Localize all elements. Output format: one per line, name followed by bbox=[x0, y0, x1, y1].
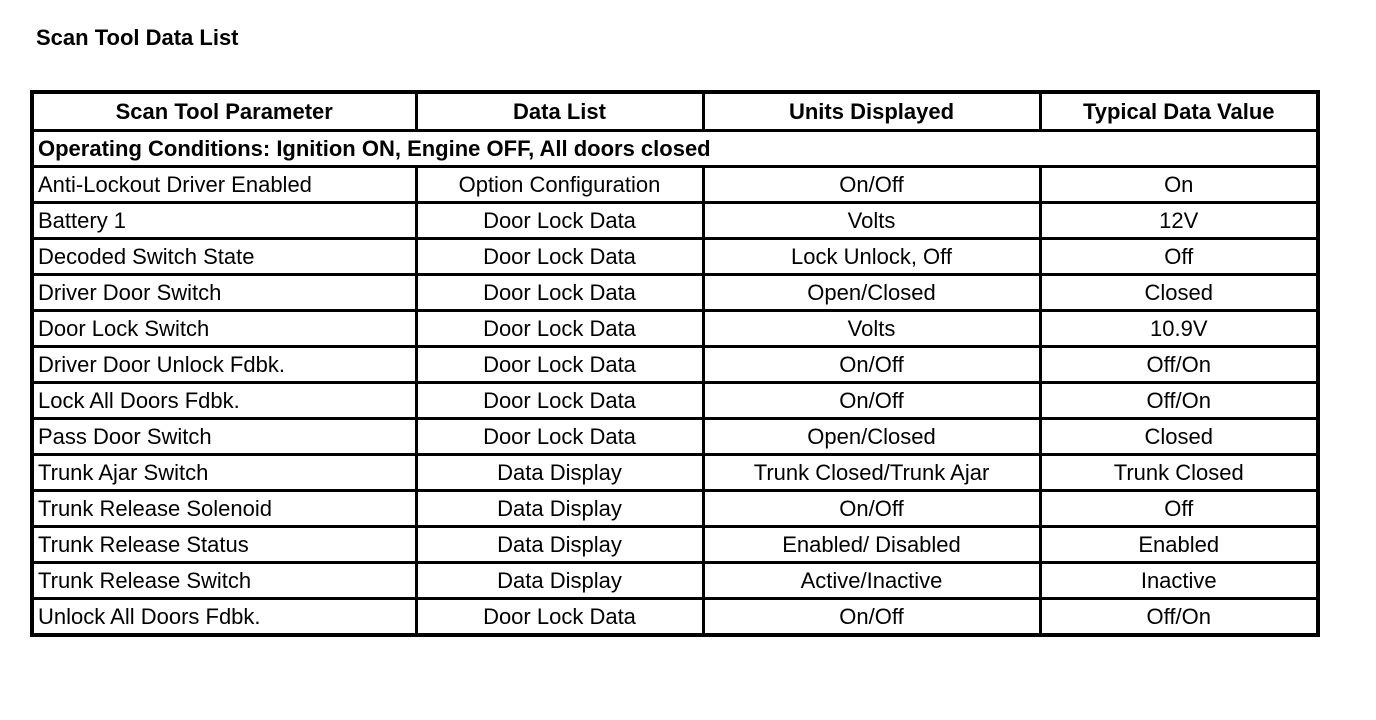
units-cell: Active/Inactive bbox=[703, 563, 1040, 599]
parameter-cell: Lock All Doors Fdbk. bbox=[32, 383, 416, 419]
parameter-cell: Trunk Release Status bbox=[32, 527, 416, 563]
data-list-cell: Option Configuration bbox=[416, 167, 703, 203]
table-row bbox=[32, 455, 1318, 491]
typical-value-cell: On bbox=[1040, 167, 1318, 203]
data-list-cell: Door Lock Data bbox=[416, 383, 703, 419]
data-list-cell: Door Lock Data bbox=[416, 347, 703, 383]
units-cell: Volts bbox=[703, 203, 1040, 239]
typical-value-cell: Closed bbox=[1040, 419, 1318, 455]
table-row bbox=[32, 491, 1318, 527]
typical-value-cell: Trunk Closed bbox=[1040, 455, 1318, 491]
data-list-cell: Door Lock Data bbox=[416, 311, 703, 347]
units-cell: On/Off bbox=[703, 491, 1040, 527]
data-list-cell: Door Lock Data bbox=[416, 275, 703, 311]
units-cell: On/Off bbox=[703, 167, 1040, 203]
typical-value-cell: Off/On bbox=[1040, 347, 1318, 383]
parameter-cell: Battery 1 bbox=[32, 203, 416, 239]
data-list-cell: Data Display bbox=[416, 491, 703, 527]
table-row bbox=[32, 167, 1318, 203]
units-cell: Volts bbox=[703, 311, 1040, 347]
typical-value-cell: Off bbox=[1040, 491, 1318, 527]
header-scan-tool-parameter: Scan Tool Parameter bbox=[32, 92, 416, 131]
parameter-cell: Trunk Ajar Switch bbox=[32, 455, 416, 491]
units-cell: On/Off bbox=[703, 383, 1040, 419]
table-row bbox=[32, 563, 1318, 599]
units-cell: Open/Closed bbox=[703, 275, 1040, 311]
typical-value-cell: Off/On bbox=[1040, 599, 1318, 636]
parameter-cell: Driver Door Switch bbox=[32, 275, 416, 311]
units-cell: Lock Unlock, Off bbox=[703, 239, 1040, 275]
table-row bbox=[32, 239, 1318, 275]
typical-value-cell: 10.9V bbox=[1040, 311, 1318, 347]
operating-conditions-row bbox=[32, 131, 1318, 167]
parameter-cell: Unlock All Doors Fdbk. bbox=[32, 599, 416, 636]
parameter-cell: Anti-Lockout Driver Enabled bbox=[32, 167, 416, 203]
scan-tool-data-table bbox=[30, 90, 1320, 637]
table-row bbox=[32, 527, 1318, 563]
table-row bbox=[32, 347, 1318, 383]
table-row bbox=[32, 599, 1318, 636]
parameter-cell: Pass Door Switch bbox=[32, 419, 416, 455]
units-cell: Enabled/ Disabled bbox=[703, 527, 1040, 563]
table-row bbox=[32, 383, 1318, 419]
data-list-cell: Data Display bbox=[416, 527, 703, 563]
table-row bbox=[32, 203, 1318, 239]
header-typical-data-value: Typical Data Value bbox=[1040, 92, 1318, 131]
data-list-cell: Door Lock Data bbox=[416, 203, 703, 239]
typical-value-cell: Closed bbox=[1040, 275, 1318, 311]
header-units-displayed: Units Displayed bbox=[703, 92, 1040, 131]
units-cell: On/Off bbox=[703, 347, 1040, 383]
header-data-list: Data List bbox=[416, 92, 703, 131]
typical-value-cell: 12V bbox=[1040, 203, 1318, 239]
units-cell: Trunk Closed/Trunk Ajar bbox=[703, 455, 1040, 491]
table-row bbox=[32, 311, 1318, 347]
parameter-cell: Decoded Switch State bbox=[32, 239, 416, 275]
table-header-row bbox=[32, 92, 1318, 131]
data-list-cell: Data Display bbox=[416, 563, 703, 599]
units-cell: Open/Closed bbox=[703, 419, 1040, 455]
typical-value-cell: Off bbox=[1040, 239, 1318, 275]
table-row bbox=[32, 275, 1318, 311]
document-title: Scan Tool Data List bbox=[36, 25, 239, 50]
parameter-cell: Driver Door Unlock Fdbk. bbox=[32, 347, 416, 383]
typical-value-cell: Inactive bbox=[1040, 563, 1318, 599]
data-list-cell: Data Display bbox=[416, 455, 703, 491]
typical-value-cell: Enabled bbox=[1040, 527, 1318, 563]
parameter-cell: Trunk Release Solenoid bbox=[32, 491, 416, 527]
parameter-cell: Trunk Release Switch bbox=[32, 563, 416, 599]
data-list-cell: Door Lock Data bbox=[416, 419, 703, 455]
units-cell: On/Off bbox=[703, 599, 1040, 636]
data-list-cell: Door Lock Data bbox=[416, 599, 703, 636]
parameter-cell: Door Lock Switch bbox=[32, 311, 416, 347]
operating-conditions-label: Operating Conditions: Ignition ON, Engine OFF, All doors closed bbox=[32, 131, 1318, 167]
table-row bbox=[32, 419, 1318, 455]
data-list-cell: Door Lock Data bbox=[416, 239, 703, 275]
typical-value-cell: Off/On bbox=[1040, 383, 1318, 419]
